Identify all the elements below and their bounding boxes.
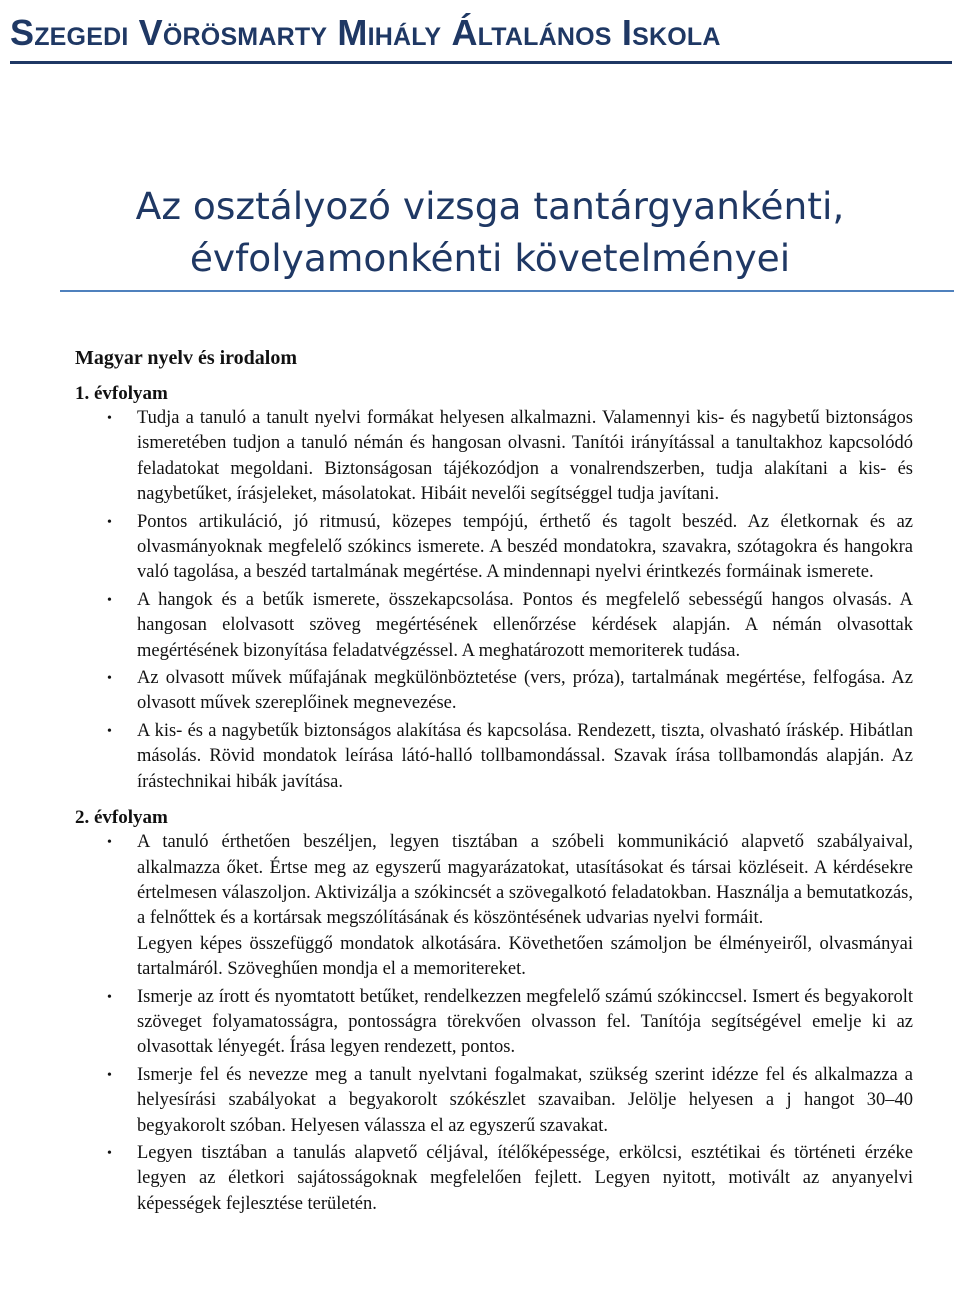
list-item <box>75 588 913 664</box>
document-body <box>75 345 913 1217</box>
bullet-icon: • <box>107 723 112 739</box>
grade-section-2 <box>75 805 913 1217</box>
document-title-line-2: évfolyamonkénti követelményei <box>189 236 791 280</box>
list-item-text: A hangok és a betűk ismerete, összekapcsolása. Pontos és megfelelő sebességű hangos olvasás. A hangosan elolvasott szöveg megértésének ellenőrzése kérdések alapján. A némán olvasottak megértésének bizonyítása feladatvégzéssel. A meghatározott memoriterek tudása. <box>137 589 913 661</box>
list-item <box>75 510 913 586</box>
requirements-list <box>75 406 913 795</box>
list-item <box>75 719 913 795</box>
list-item-text: Ismerje fel és nevezze meg a tanult nyelvtani fogalmakat, szükség szerint idézze fel és alkalmazza a helyesírási szabályokat a begyakorolt szókészlet szavaiban. Jelölje helyesen a j hangot 30–40 begyakorolt szóban. Helyesen válassza el az egyszerű szavakat. <box>137 1064 913 1136</box>
bullet-icon: • <box>107 411 112 426</box>
list-item-text: Ismerje az írott és nyomtatott betűket, rendelkezzen megfelelő számú szókinccsel. Ismert és begyakorolt szöveget folyamatosságra, pontosságra törekvően olvasson fel. Tanítója segítségével emelje ki az olvasottak lényegét. Írása legyen rendezett, pontos. <box>137 986 913 1058</box>
bullet-icon: • <box>107 514 112 530</box>
bullet-icon: • <box>107 592 112 608</box>
list-item <box>75 985 913 1061</box>
grade-heading: 2. évfolyam <box>75 807 168 829</box>
school-name-header: Szegedi Vörösmarty Mihály Általános Iskola <box>10 12 721 53</box>
title-divider <box>60 290 954 292</box>
subject-title: Magyar nyelv és irodalom <box>75 347 298 369</box>
list-item-text: Az olvasott művek műfajának megkülönböztetése (vers, próza), tartalmának megértése, felfogása. Az olvasott művek szereplőinek megnevezése. <box>137 668 913 714</box>
list-item-text: Pontos artikuláció, jó ritmusú, közepes tempójú, érthető és tagolt beszéd. Az életkornak és az olvasmányoknak megfelelő szókincs ismerete. A beszéd mondatokra, szavakra, szótagokra és hangokra való tagolása, a beszéd tartalmának megértése. A mindennapi nyelvi érintkezés formáinak ismerete. <box>137 511 913 583</box>
list-item-text: Tudja a tanuló a tanult nyelvi formákat helyesen alkalmazni. Valamennyi kis- és nagybetű biztonságos ismeretében tudjon a tanuló némán és hangosan olvasni. Tanítói irányítással a tanultakhoz kapcsolódó feladatokat megoldani. Biztonságosan tájékozódjon a vonalrendszerben, tudja alakítani a kis- és nagybetűket, írásjeleket, másolatokat. Hibáit nevelői segítséggel tudja javítani. <box>137 408 913 505</box>
list-item <box>75 1063 913 1139</box>
requirements-list <box>75 830 913 1217</box>
grade-heading: 1. évfolyam <box>75 383 168 404</box>
bullet-icon: • <box>107 671 112 687</box>
list-item <box>75 830 913 982</box>
bullet-icon: • <box>107 989 112 1005</box>
bullet-icon: • <box>107 1145 112 1161</box>
list-item-text: A tanuló érthetően beszéljen, legyen tisztában a szóbeli kommunikáció alapvető szabályaival, alkalmazza őket. Értse meg az egyszerű magyarázatokat, utasításokat és társai közléseit. A kérdésekre értelmesen válaszoljon. Aktivizálja a szókincsét a szövegalkotó feladatokban. Használja a bemutatkozás, a felnőttek és a kortársak megszólításának és köszöntésének udvarias nyelvi formáit. <box>137 832 913 929</box>
list-item <box>75 1141 913 1217</box>
list-item <box>75 406 913 508</box>
list-item-text: Legyen tisztában a tanulás alapvető céljával, ítélőképessége, erkölcsi, esztétikai és történeti érzéke legyen az életkori sajátosságoknak megfelelően fejlett. Legyen nyitott, motivált az anyanyelvi képességek fejlesztése területén. <box>137 1142 913 1214</box>
document-title <box>60 180 920 284</box>
bullet-icon: • <box>107 1067 112 1083</box>
grade-section-1 <box>75 381 913 795</box>
list-item-text: A kis- és a nagybetűk biztonságos alakítása és kapcsolása. Rendezett, tiszta, olvasható íráskép. Hibátlan másolás. Rövid mondatok leírása látó-halló tollbamondással. Szavak írása tollbamondás alapján. Az írástechnikai hibák javítása. <box>137 720 913 792</box>
list-item <box>75 666 913 717</box>
list-item-text-continuation: Legyen képes összefüggő mondatok alkotására. Követhetően számoljon be élményeiről, olvasmányai tartalmáról. Szöveghűen mondja el a memoritereket. <box>137 933 913 980</box>
document-title-line-1: Az osztályozó vizsga tantárgyankénti, <box>135 184 845 228</box>
header-divider <box>10 61 952 64</box>
bullet-icon: • <box>107 835 112 851</box>
